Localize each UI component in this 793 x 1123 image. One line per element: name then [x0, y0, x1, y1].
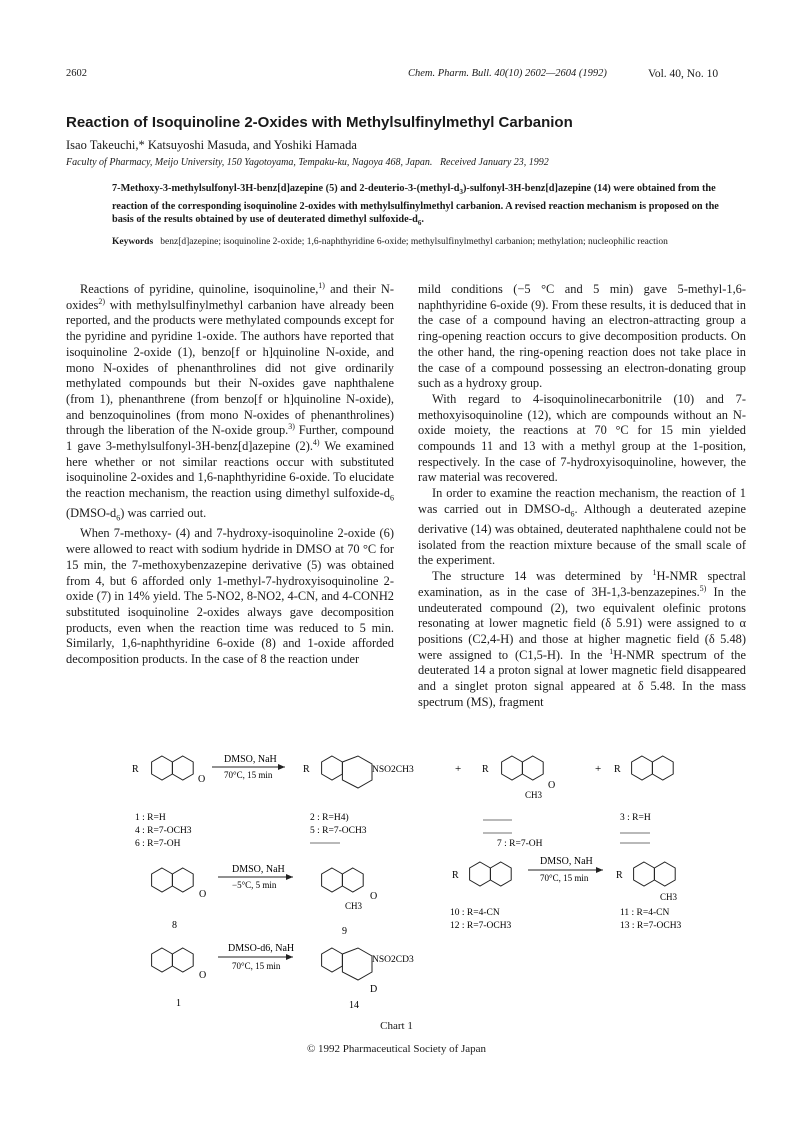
compound-label: 13 : R=7-OCH3	[620, 921, 682, 931]
article-title: Reaction of Isoquinoline 2-Oxides with Methylsulfinylmethyl Carbanion	[66, 114, 573, 131]
keywords-text: benz[d]azepine; isoquinoline 2-oxide; 1,6-naphthyridine 6-oxide; methylsulfinylmethyl carbanion; methylation; nucleophilic reaction	[160, 237, 668, 247]
compound-label: 1	[176, 998, 181, 1009]
svg-text:+: +	[595, 763, 602, 775]
svg-text:O: O	[370, 891, 378, 902]
paragraph: mild conditions (−5 °C and 5 min) gave 5-methyl-1,6-naphthyridine 6-oxide (9). From these results, it is deduced that in the case of a compound having an electron-attracting group a ring-opening reaction occurs to give decomposition products. On the other hand, the ring-opening reaction does not take place in the case of a compound possessing an electron-donating group such as a hydroxy group.	[418, 282, 746, 391]
paragraph: When 7-methoxy- (4) and 7-hydroxy-isoquinoline 2-oxide (6) were allowed to react with sodium hydride in DMSO at 70 °C for 15 min, the 7-methoxybenzazepine derivative (5) was obtained from 4, but 6 afforded only 1-methyl-7-hydroxyisoquinoline 2-oxide (7) in 14% yield. The 5-NO2, 8-NO2, 4-CN, and 4-CONH2 substituted isoquinoline 2-oxides always gave decomposition products, even when the reaction time was reduced to 5 min. Similarly, 1,6-naphthyridine 6-oxide (8) and 1-oxide afforded decomposition products. In the case of 8 the reaction under	[66, 526, 394, 667]
svg-text:R: R	[303, 764, 310, 775]
compound-label: 14	[349, 1000, 359, 1011]
chart-caption: Chart 1	[380, 1020, 413, 1032]
structure-naphthalene	[614, 756, 673, 780]
compound-label: 4 : R=7-OCH3	[135, 826, 192, 836]
abstract-part: 7-Methoxy-3-methylsulfonyl-3H-benz[d]azepine (5) and 2-deuterio-3-(methyl-d	[112, 183, 460, 194]
svg-text:O: O	[199, 970, 207, 981]
svg-text:R: R	[616, 870, 623, 881]
structure-naphthyridine-oxide	[152, 868, 207, 900]
svg-text:O: O	[548, 780, 556, 791]
paragraph: The structure 14 was determined by $^1$H-NMR spectral examination, as in the case of 3H-1,3-benzazepines.$^{5)}$ In the undeuterated compound (2), two equivalent olefinic protons resonating at lower magnetic field (δ 5.91) were assigned to α positions (C2,4-H) and those at higher magnetic field (δ 5.48) were assigned to (C1,5-H). In the $^1$H-NMR spectrum of the deuterated 14 a proton signal at lower magnetic field disappeared and a singlet proton signal appeared at δ 5.48. In the mass spectrum (MS), fragment	[418, 568, 746, 709]
svg-text:DMSO, NaH: DMSO, NaH	[540, 856, 593, 867]
affiliation-text: Faculty of Pharmacy, Meijo University, 150 Yagotoyama, Tempaku-ku, Nagoya 468, Japan.	[66, 157, 433, 168]
structure-isoquinoline-oxide	[132, 756, 205, 785]
svg-text:DMSO, NaH: DMSO, NaH	[232, 864, 285, 875]
compound-label: 10 : R=4-CN	[450, 908, 500, 918]
copyright-footer: © 1992 Pharmaceutical Society of Japan	[306, 1043, 487, 1055]
compound-label: 12 : R=7-OCH3	[450, 921, 512, 931]
abstract-part: )-sulfonyl-3H-benz[d]azepine (14) were obtained from the reaction of the corresponding isoquinoline 2-oxides with methylsulfinylmethyl carbanion. A revised reaction mechanism is proposed on the basis of the results obtained by use of deuterated dimethyl sulfoxide-d	[112, 183, 719, 226]
structure-methyl-isoquinoline-oxide	[482, 756, 555, 800]
received-date: Received January 23, 1992	[439, 157, 549, 168]
r-label: R	[132, 764, 139, 775]
svg-text:NSO2CD3: NSO2CD3	[372, 955, 414, 965]
compound-label: 6 : R=7-OH	[135, 839, 181, 849]
plus-sign: +	[455, 763, 462, 775]
reaction-arrow	[212, 754, 285, 780]
svg-text:70°C, 15 min: 70°C, 15 min	[540, 873, 589, 883]
sulfonyl-label: NSO2CH3	[372, 765, 414, 775]
svg-text:O: O	[199, 889, 207, 900]
right-column	[418, 282, 746, 710]
svg-text:70°C, 15 min: 70°C, 15 min	[232, 961, 281, 971]
compound-label: 1 : R=H	[135, 813, 166, 823]
compound-label: 2 : R=H4)	[310, 813, 349, 823]
svg-text:R: R	[482, 764, 489, 775]
structure-isoquinoline-2-oxide	[152, 948, 207, 981]
deuterium-label: D	[370, 984, 378, 995]
journal-citation: Chem. Pharm. Bull. 40(10) 2602—2604 (1992)	[408, 68, 607, 79]
svg-text:R: R	[614, 764, 621, 775]
reaction-arrow	[218, 864, 293, 890]
compound-label: 11 : R=4-CN	[620, 908, 670, 918]
reaction-arrow	[528, 856, 603, 883]
condition-bottom: 70°C, 15 min	[224, 770, 273, 780]
svg-text:R: R	[452, 870, 459, 881]
svg-text:CH3: CH3	[345, 901, 363, 911]
condition-top: DMSO, NaH	[224, 754, 277, 765]
reaction-arrow	[218, 943, 294, 971]
page-number: 2602	[66, 68, 87, 79]
structure-methyl-naphthyridine-oxide	[322, 868, 378, 911]
compound-label: 9	[342, 926, 347, 937]
paragraph: In order to examine the reaction mechanism, the reaction of 1 was carried out in DMSO-$d_6$. Although a deuterated azepine derivative (14) was obtained, deuterated naphthalene could not be isolated from the reaction mixture because of the small scale of the experiment.	[418, 486, 746, 568]
structure-substituted-isoquinoline	[452, 862, 511, 886]
structure-methyl-isoquinoline	[616, 862, 678, 902]
reaction-scheme	[0, 742, 793, 1017]
oxide-label: O	[198, 774, 206, 785]
affiliation	[66, 157, 766, 168]
compound-label: 5 : R=7-OCH3	[310, 826, 367, 836]
keywords	[112, 236, 732, 249]
abstract-part: .	[421, 214, 424, 226]
methyl-label: CH3	[525, 790, 543, 800]
paragraph: With regard to 4-isoquinolinecarbonitrile (10) and 7-methoxyisoquinoline (12), which are compounds without an N-oxide moiety, the reactions at 70 °C for 15 min yielded compounds 11 and 13 with a methyl group at the 1-position, respectively. In the case of 7-hydroxyisoquinoline, however, the raw material was recovered.	[418, 391, 746, 485]
paragraph: Reactions of pyridine, quinoline, isoquinoline,$^{1)}$ and their N-oxides$^{2)}$ with methylsulfinylmethyl carbanion have already been reported, and the products were methylated compounds except for the pyridine and pyridine 1-oxide. The authors have reported that isoquinoline 2-oxide (1), benzo[f or h]quinoline N-oxide, and mono N-oxides of phenanthrolines did not give ordinarily methylated compounds but their N-oxides gave naphthalene (from 1), phenanthrene (from benzo[f or h]quinoline N-oxide), and benzoquinolines (from mono N-oxides of phenanthrolines) through the liberation of the N-oxide group.$^{3)}$ Further, compound 1 gave 3-methylsulfonyl-3H-benz[d]azepine (2).$^{4)}$ We examined here whether or not similar reactions occur with substituted isoquinoline 2-oxides and 1,6-naphthyridine 6-oxide. To elucidate the reaction mechanism, the reaction using dimethyl sulfoxide-$d_6$ $(DMSO-d_6)$ was carried out.	[66, 280, 394, 523]
compound-label: 3 : R=H	[620, 813, 651, 823]
compound-label: 8	[172, 920, 177, 931]
structure-deuterated-benzazepine	[322, 948, 414, 995]
compound-label: 7 : R=7-OH	[497, 839, 543, 849]
keywords-label: Keywords	[112, 237, 154, 247]
svg-text:CH3: CH3	[660, 892, 678, 902]
abstract: 7-Methoxy-3-methylsulfonyl-3H-benz[d]azepine (5) and $2-deuterio-3-(methyl-d_3)-sulfonyl-3H-benz[d]azepine$ (14) were obtained from the reaction of the corresponding isoquinoline 2-oxides with methylsulfinylmethyl carbanion. A revised reaction mechanism is proposed on the basis of the results obtained by use of deuterated dimethyl sulfoxide-$d_6$.	[112, 183, 719, 228]
authors: Isao Takeuchi,* Katsuyoshi Masuda, and Yoshiki Hamada	[66, 138, 357, 152]
left-column	[66, 282, 394, 668]
volume-info: Vol. 40, No. 10	[648, 68, 719, 80]
structure-benzazepine	[303, 756, 414, 788]
svg-text:−5°C, 5 min: −5°C, 5 min	[232, 880, 277, 890]
svg-text:DMSO-d6, NaH: DMSO-d6, NaH	[228, 943, 295, 954]
